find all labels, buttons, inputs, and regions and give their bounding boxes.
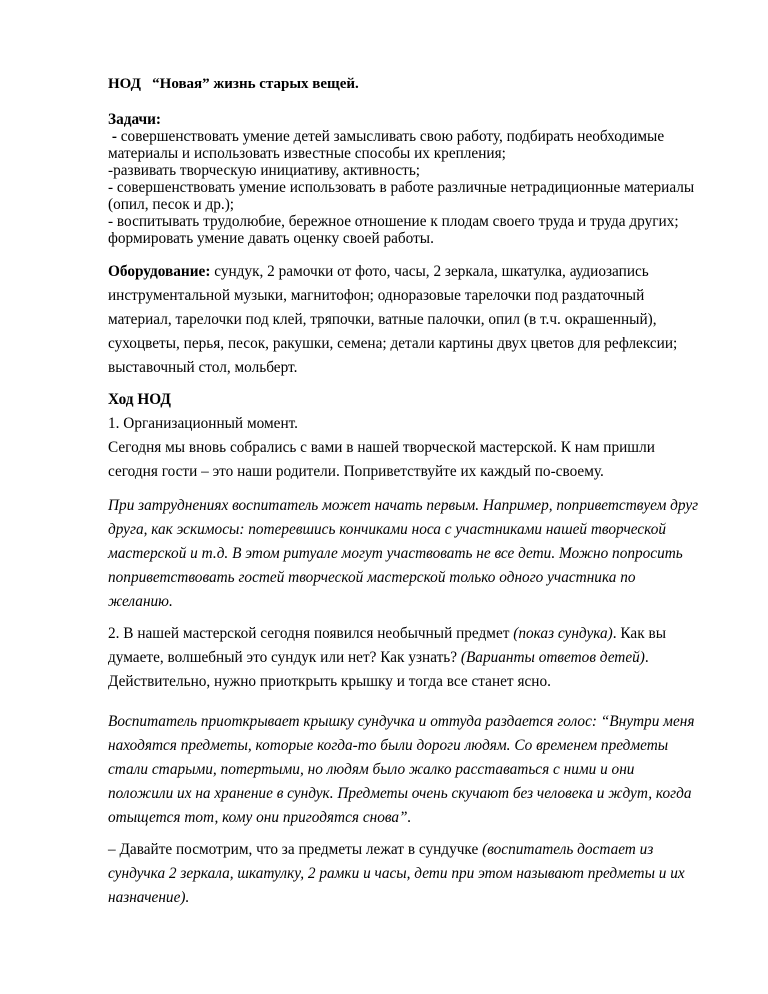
equipment-text: сундук, 2 рамочки от фото, часы, 2 зеркала, шкатулка, аудиозапись: [210, 263, 649, 280]
note-line: стали старыми, потертыми, но людям было жалко расставаться с ними и они: [108, 761, 635, 778]
item-2-text: .: [644, 649, 649, 666]
last-text: – Давайте посмотрим, что за предметы лежат в сундучке: [108, 841, 483, 858]
last-line: сундучка 2 зеркала, шкатулку, 2 рамки и часы, дети при этом называют предметы и их: [108, 865, 685, 882]
note-line: При затруднениях воспитатель может начать первым. Например, поприветствуем друг: [108, 497, 699, 514]
course-line: Сегодня мы вновь собрались с вами в нашей творческой мастерской. К нам пришли: [108, 439, 655, 456]
item-2-italic: (Варианты ответов детей): [460, 649, 645, 666]
note-line: находятся предметы, которые когда-то были дороги людям. Со временем предметы: [108, 737, 669, 754]
task-line: материалы и использовать известные способы их крепления;: [108, 145, 506, 162]
task-line: - совершенствовать умение использовать в работе различные нетрадиционные материалы: [108, 179, 695, 196]
note-line: положили их на хранение в сундук. Предметы очень скучают без человека и ждут, когда: [108, 785, 692, 802]
course-section: [108, 388, 708, 484]
tasks-heading: Задачи:: [108, 111, 162, 128]
last-italic: (воспитатель достает из: [482, 841, 654, 858]
item-2-text: 2. В нашей мастерской сегодня появился необычный предмет: [108, 625, 514, 642]
course-line: сегодня гости – это наши родители. Поприветствуйте их каждый по-своему.: [108, 463, 604, 480]
task-line: (опил, песок и др.);: [108, 196, 235, 213]
equipment-line: [108, 260, 708, 284]
last-paragraph: [108, 838, 708, 910]
task-line: [108, 128, 708, 145]
equipment-label: Оборудование:: [108, 263, 211, 280]
task-line: -развивать творческую инициативу, активность;: [108, 162, 421, 179]
equipment-line: сухоцветы, перья, песок, ракушки, семена; детали картины двух цветов для рефлексии;: [108, 335, 678, 352]
item-2-italic: (показ сундука): [513, 625, 613, 642]
document-title: НОД “Новая” жизнь старых вещей.: [108, 76, 359, 92]
task-text: совершенствовать умение детей замысливать свою работу, подбирать необходимые: [120, 128, 665, 145]
last-line: [108, 838, 708, 862]
task-dash: -: [108, 128, 121, 145]
item-2-text: думаете, волшебный это сундук или нет? Как узнать?: [108, 649, 461, 666]
task-line: формировать умение давать оценку своей работы.: [108, 230, 434, 247]
item-2-section: [108, 622, 708, 694]
item-2-line: [108, 622, 708, 646]
note-line: отыщется тот, кому они пригодятся снова”.: [108, 809, 412, 826]
note-line: желанию.: [108, 593, 173, 610]
course-heading: Ход НОД: [108, 391, 171, 408]
italic-note-2: [108, 710, 708, 830]
equipment-section: [108, 260, 708, 380]
item-2-line: [108, 646, 708, 670]
note-line: поприветствовать гостей творческой мастерской только одного участника по: [108, 569, 636, 586]
course-line: 1. Организационный момент.: [108, 415, 298, 432]
note-line: друга, как эскимосы: потеревшись кончиками носа с участниками нашей творческой: [108, 521, 667, 538]
note-line: мастерской и т.д. В этом ритуале могут участвовать не все дети. Можно попросить: [108, 545, 683, 562]
tasks-section: [108, 111, 708, 247]
item-2-line: Действительно, нужно приоткрыть крышку и тогда все станет ясно.: [108, 673, 551, 690]
last-line: назначение).: [108, 889, 190, 906]
equipment-line: выставочный стол, мольберт.: [108, 359, 298, 376]
equipment-line: материал, тарелочки под клей, тряпочки, ватные палочки, опил (в т.ч. окрашенный),: [108, 311, 657, 328]
equipment-line: инструментальной музыки, магнитофон; одноразовые тарелочки под раздаточный: [108, 287, 645, 304]
item-2-text: . Как вы: [612, 625, 666, 642]
task-line: - воспитывать трудолюбие, бережное отношение к плодам своего труда и труда других;: [108, 213, 679, 230]
italic-note-1: [108, 494, 708, 614]
note-line: Воспитатель приоткрывает крышку сундучка и оттуда раздается голос: “Внутри меня: [108, 713, 695, 730]
